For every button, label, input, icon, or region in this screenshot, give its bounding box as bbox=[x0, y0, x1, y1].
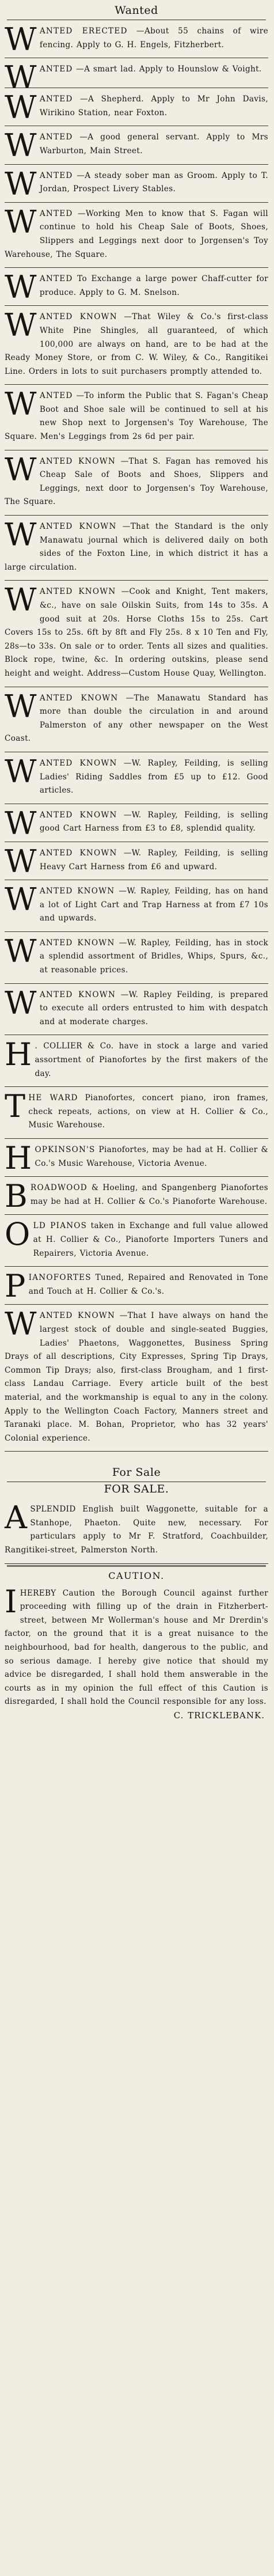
classified-ad bbox=[5, 1267, 268, 1305]
ad-lead: ANTED bbox=[39, 65, 73, 74]
ad-text bbox=[5, 1268, 269, 1305]
ad-body: —Working Men to know that S. Fagan will continue to hold his Cheap Sale of Boots, Shoes, Slippers and Leggings next door to Jorgensen's Toy Warehouse, The Square. bbox=[5, 209, 268, 259]
ad-text bbox=[5, 386, 269, 444]
ad-text: SPLENDID English built Waggonette, suitable for a Stanhope, Phaeton. Quite new, necessary. For particulars apply to Mr F. Stratford, Coachbuilder, Rangitikei-street, Palmerston North. bbox=[5, 1505, 268, 1555]
ad-body: To Exchange a large power Chaff-cutter for produce. Apply to G. M. Snelson. bbox=[39, 274, 269, 297]
ad-text bbox=[5, 688, 269, 746]
drop-cap: W bbox=[5, 805, 37, 842]
ad-text bbox=[5, 451, 269, 509]
classified-ad bbox=[5, 1139, 268, 1177]
drop-cap: W bbox=[5, 582, 37, 619]
ad-body: —That I have always on hand the largest stock of double and single-seated Buggies, Ladies' Phaetons, Waggonettes, Business Spring Drays of all descriptions, City Expresses, Spring Tip Drays, Common Tip Drays; also, first-class Brougham, and 1 first-class Landau Carriage. Every article built of the best material, and the workmanship is equal to any in the colony. Apply to the Wellington Coach Factory, Manners street and Taranaki place. M. Bohan, Proprietor, who has 32 years' Colonial experience. bbox=[5, 1311, 269, 1443]
drop-cap: W bbox=[5, 165, 37, 202]
ad-body: Pianofortes, concert piano, iron frames, check repeats, actions, on view at H. Collier & Co., Music Warehouse. bbox=[28, 1093, 268, 1130]
drop-cap: W bbox=[5, 1306, 37, 1343]
classified-ad bbox=[5, 842, 268, 880]
ad-body: —W. Rapley, Feilding, has in stock a splendid assortment of Bridles, Whips, Spurs, &c., at reasonable prices. bbox=[39, 938, 269, 975]
section-rule bbox=[7, 1565, 266, 1567]
ad-lead: ANTED KNOWN bbox=[39, 456, 116, 466]
drop-cap: W bbox=[5, 753, 37, 790]
section-heading-caution: CAUTION. bbox=[108, 1570, 165, 1581]
classified-ad bbox=[5, 1305, 268, 1452]
ad-lead: ANTED KNOWN bbox=[39, 693, 119, 703]
ad-lead: IANOFORTES bbox=[28, 1273, 92, 1283]
ad-body: —W. Rapley, Feilding, is selling Heavy Cart Harness from £6 and upward. bbox=[39, 848, 269, 872]
section-heading-for-sale: FOR SALE. bbox=[104, 1483, 169, 1496]
drop-cap: W bbox=[5, 89, 37, 126]
ad-text bbox=[5, 269, 269, 306]
ad-lead: ANTED KNOWN bbox=[39, 312, 117, 322]
drop-cap: W bbox=[5, 933, 37, 969]
ad-body: —To inform the Public that S. Fagan's Cheap Boot and Shoe sale will be continued to sell at his new Shop next to Jorgensen's Toy Warehouse, The Square. Men's Leggings from 2s 6d per pair. bbox=[5, 391, 269, 442]
classified-ad bbox=[5, 687, 268, 752]
drop-cap: W bbox=[5, 688, 37, 725]
ad-lead: ANTED bbox=[39, 171, 73, 180]
drop-cap: W bbox=[5, 203, 37, 240]
ad-lead: ANTED KNOWN bbox=[39, 758, 117, 768]
ad-text bbox=[5, 203, 268, 262]
ad-text bbox=[5, 165, 268, 202]
ad-lead: ANTED KNOWN bbox=[39, 938, 115, 948]
ad-body: —Cook and Knight, Tent makers, &c., have on sale Oilskin Suits, from 14s to 35s. A good suit at 20s. Horse Cloths 15s to 25s. Cart Covers 15s to 25s. 6ft by 8ft and Fly 25s. 8 x 10 Ten and Fly, 28s—to 33s. On sale or to order. Tents all sizes and qualities. Block rope, twine, &c. In ordering outskins, please send height and weight. Address—Custom House Quay, Wellington. bbox=[5, 587, 269, 678]
classified-ad bbox=[5, 581, 268, 687]
ad-lead: ANTED KNOWN bbox=[39, 848, 117, 858]
ad-text bbox=[5, 1178, 268, 1215]
ad-lead: ANTED KNOWN bbox=[39, 587, 116, 597]
ad-lead: ANTED bbox=[39, 274, 73, 284]
ad-body: —A smart lad. Apply to Hounslow & Voight. bbox=[76, 65, 262, 74]
drop-cap: W bbox=[5, 517, 37, 554]
ad-text bbox=[5, 1306, 269, 1445]
ad-text bbox=[5, 984, 269, 1029]
ad-lead: ANTED KNOWN bbox=[39, 810, 117, 820]
classified-ad bbox=[5, 984, 268, 1036]
ad-text bbox=[5, 127, 269, 164]
ad-lead: ANTED KNOWN bbox=[39, 1311, 116, 1321]
ad-lead: ANTED ERECTED bbox=[39, 26, 128, 36]
ad-lead: . bbox=[35, 1041, 38, 1051]
drop-cap: H bbox=[5, 1036, 32, 1073]
ad-body: & Hoeling, and Spangenberg Pianofortes may be had at H. Collier & Co.'s Pianoforte Warehouse. bbox=[31, 1183, 268, 1206]
drop-cap: W bbox=[5, 451, 37, 488]
ad-body: —A Shepherd. Apply to Mr John Davis, Wirikino Station, near Foxton. bbox=[39, 94, 268, 118]
classified-ad bbox=[5, 450, 268, 516]
ad-lead: ANTED KNOWN bbox=[39, 887, 115, 896]
classified-ad bbox=[5, 268, 268, 306]
ad-text bbox=[5, 805, 269, 842]
ad-text bbox=[5, 89, 268, 126]
classified-ad bbox=[5, 932, 268, 984]
classified-ad bbox=[5, 1087, 268, 1139]
drop-cap: W bbox=[5, 843, 37, 880]
ad-text bbox=[5, 1140, 269, 1176]
ad-lead: ANTED KNOWN bbox=[39, 522, 117, 532]
ad-body: —The Manawatu Standard has more than double the circulation in and around Palmerston of any other newspaper on the West Coast. bbox=[5, 693, 269, 744]
ad-text: HEREBY Caution the Borough Council against further proceeding with filling up of the drain in Fitzherbert-street, between Mr Wollerman's house and Mr Drerdin's factor, on the ground that it is a great nuisance to the neighbourhood, bad for health, dangerous to the public, and so serious damage. I hereby give notice that should my advice be disregarded, I shall hold them answerable in the courts as in my opinion the full effect of this Caution is disregarded, I shall hold the Council responsible for any loss. bbox=[5, 1588, 268, 1707]
classified-ad bbox=[5, 385, 268, 450]
ad-body: —That S. Fagan has removed his Cheap Sale of Boots and Shoes, Slippers and Leggings, next door to Jorgensen's Toy Warehouse, The Square. bbox=[5, 456, 269, 507]
classified-ad bbox=[5, 1035, 268, 1087]
classified-ad bbox=[5, 58, 268, 96]
classified-ad bbox=[5, 20, 268, 58]
ad-text bbox=[5, 1216, 269, 1260]
drop-cap: W bbox=[5, 269, 37, 306]
ad-lead: ANTED KNOWN bbox=[39, 990, 116, 999]
ad-body: COLLIER & Co. have in stock a large and varied assortment of Pianofortes by the first makers of the day. bbox=[35, 1041, 268, 1078]
ad-lead: ANTED bbox=[39, 209, 73, 218]
wanted-ads-list bbox=[5, 20, 268, 1452]
ad-text bbox=[5, 843, 269, 880]
ad-text bbox=[5, 517, 269, 574]
classified-ad bbox=[5, 1215, 268, 1267]
ad-body: —That the Standard is the only Manawatu journal which is delivered daily on both sides of the Foxton Line, in which district it has a large circulation. bbox=[5, 522, 269, 572]
ad-lead: ROADWOOD bbox=[31, 1183, 87, 1193]
ad-text bbox=[5, 21, 268, 58]
ad-lead: LD PIANOS bbox=[33, 1221, 87, 1231]
ad-text bbox=[5, 1088, 268, 1132]
ad-text bbox=[5, 933, 269, 978]
drop-cap: P bbox=[5, 1268, 26, 1305]
for-sale-ad bbox=[5, 1498, 268, 1563]
classified-ad bbox=[5, 126, 268, 164]
ad-body: —A good general servant. Apply to Mrs Warburton, Main Street. bbox=[39, 132, 269, 156]
drop-cap: W bbox=[5, 59, 37, 96]
drop-cap: B bbox=[5, 1178, 28, 1215]
classified-ad bbox=[5, 165, 268, 203]
classified-ad bbox=[5, 880, 268, 932]
classified-ad bbox=[5, 804, 268, 842]
ad-body: —W. Rapley Feilding, is prepared to execute all orders entrusted to him with despatch and at moderate charges. bbox=[39, 990, 269, 1026]
ad-lead: OPKINSON'S bbox=[35, 1145, 96, 1154]
section-heading-wanted: Wanted bbox=[115, 4, 158, 17]
ad-body: taken in Exchange and full value allowed at H. Collier & Co., Pianoforte Importers Tuners and Repairers, Victoria Avenue. bbox=[33, 1221, 269, 1258]
ad-body: —A steady sober man as Groom. Apply to T. Jordan, Prospect Livery Stables. bbox=[39, 171, 268, 194]
ad-text bbox=[5, 63, 268, 77]
drop-cap: W bbox=[5, 386, 37, 423]
ad-lead: ANTED bbox=[39, 94, 73, 104]
ad-body: —W. Rapley, Feilding, is selling Ladies' Riding Saddles from £5 up to £12. Good articles. bbox=[39, 758, 269, 795]
drop-cap: W bbox=[5, 307, 37, 344]
section-heading-for-sale-small: For Sale bbox=[112, 1466, 161, 1479]
drop-cap: O bbox=[5, 1216, 31, 1253]
ad-text bbox=[5, 753, 269, 798]
drop-cap: W bbox=[5, 984, 37, 1021]
ad-text bbox=[5, 881, 269, 926]
ad-body: Tuned, Repaired and Renovated in Tone and Touch at H. Collier & Co.'s. bbox=[28, 1273, 269, 1296]
drop-cap: W bbox=[5, 127, 37, 164]
classified-ad bbox=[5, 306, 268, 385]
signature: C. TRICKLEBANK. bbox=[173, 1710, 265, 1721]
drop-cap: W bbox=[5, 881, 37, 918]
drop-cap: A bbox=[5, 1499, 28, 1536]
ad-text bbox=[5, 582, 269, 680]
classified-ad bbox=[5, 88, 268, 126]
ad-body: —W. Rapley, Feilding, has on hand a lot of Light Cart and Trap Harness at from £7 10s and upwards. bbox=[39, 887, 269, 923]
classified-ad bbox=[5, 203, 268, 268]
drop-cap: T bbox=[5, 1088, 26, 1125]
ad-lead: ANTED bbox=[39, 391, 73, 401]
ad-lead: HE WARD bbox=[28, 1093, 78, 1103]
drop-cap: I bbox=[5, 1583, 17, 1620]
drop-cap: W bbox=[5, 21, 37, 58]
classified-ad bbox=[5, 1177, 268, 1215]
ad-body: Pianofortes, may be had at H. Collier & Co.'s Music Warehouse, Victoria Avenue. bbox=[35, 1145, 269, 1168]
ad-body: —W. Rapley, Feilding, is selling good Cart Harness from £3 to £8, splendid quality. bbox=[39, 810, 269, 834]
classified-ad bbox=[5, 752, 268, 804]
ad-lead: ANTED bbox=[39, 132, 73, 142]
ad-body: —About 55 chains of wire fencing. Apply to G. H. Engels, Fitzherbert. bbox=[39, 26, 268, 50]
drop-cap: H bbox=[5, 1140, 32, 1176]
ad-body: —That Wiley & Co.'s first-class White Pine Shingles, all guaranteed, of which 100,000 are always on hand, are to be had at the Ready Money Store, or from C. W. Wiley, & Co., Rangitikei Line. Orders in lots to suit purchasers promptly attended to. bbox=[5, 312, 268, 376]
caution-notice bbox=[5, 1582, 268, 1729]
ad-text bbox=[5, 307, 268, 378]
classified-ad bbox=[5, 516, 268, 581]
ad-text bbox=[5, 1036, 268, 1081]
